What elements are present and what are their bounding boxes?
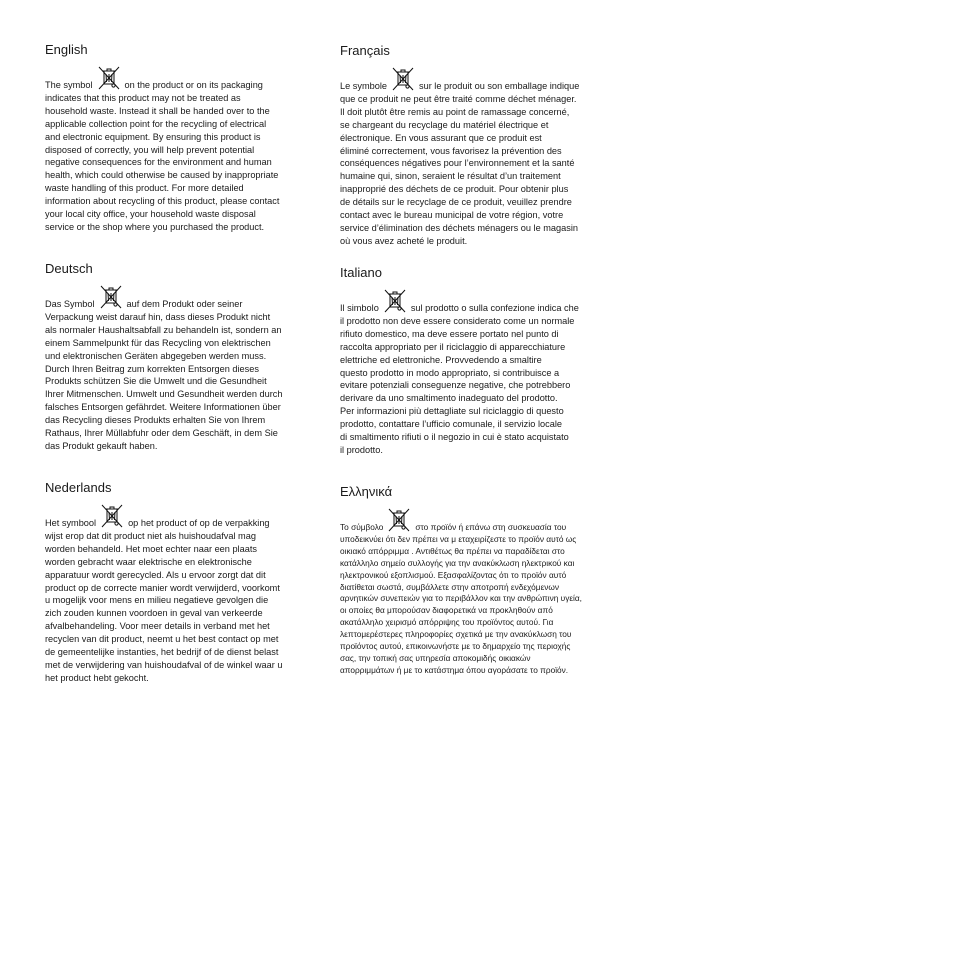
section-heading: Deutsch <box>45 261 93 276</box>
paragraph-text: il prodotto non deve essere considerato come un normale rifiuto domestico, ma deve essere portato nel punto di raccolta appropriato per il riciclaggio di apparecchiature elettriche ed elettroniche. Provvedendo a smaltire questo prodotto in modo appropriato, si contribuisce a evitare potenziali conseguenze negative, che potrebbero derivare da uno smaltimento inadeguato del prodotto. Per informazioni più dettagliate sul riciclaggio di questo prodotto, contattare l’ufficio comunale, il servizio locale di smaltimento rifiuti o il negozio in cui è stato acquistato il prodotto. <box>340 315 575 455</box>
section-english <box>45 42 315 234</box>
crossed-out-wheelie-bin-icon <box>99 284 123 310</box>
symbol-context: on the product or on its packaging <box>124 80 263 90</box>
section-body <box>45 516 315 685</box>
section-body <box>45 297 315 453</box>
paragraph-text: Verpackung weist darauf hin, dass dieses Produkt nicht als normaler Haushaltsabfall zu behandeln ist, sondern an einem Sammelpunkt für das Recycling von elektrischen und elektronischen Geräten abgegeben werden muss. Durch Ihren Beitrag zum korrekten Entsorgen dieses Produkts schützen Sie die Umwelt und die Gesundheit Ihrer Mitmenschen. Umwelt und Gesundheit werden durch falsches Entsorgen gefährdet. Weitere Informationen über das Recycling dieses Produkts erhalten Sie von Ihrem Rathaus, Ihrer Müllabfuhr oder dem Geschäft, in dem Sie das Produkt gekauft haben. <box>45 311 283 451</box>
symbol-intro: Het symbool <box>45 518 97 528</box>
section-italiano <box>340 265 610 457</box>
paragraph-text: que ce produit ne peut être traité comme déchet ménager. Il doit plutôt être remis au point de ramassage concerné, se chargeant du recyclage du matériel électrique et électronique. En vous assurant que ce produit est éliminé correctement, vous favorisez la prévention des conséquences négatives pour l’environnement et la santé humaine qui, sinon, seraient le résultat d’un traitement inapproprié des déchets de ce produit. Pour obtenir plus de détails sur le recyclage de ce produit, veuillez prendre contact avec le bureau municipal de votre région, votre service d’élimination des déchets ménagers ou le magasin où vous avez acheté le produit. <box>340 93 578 246</box>
section-body <box>340 301 610 457</box>
section-heading: Italiano <box>340 265 382 280</box>
crossed-out-wheelie-bin-icon <box>383 288 407 314</box>
symbol-context: auf dem Produkt oder seiner <box>126 299 243 309</box>
symbol-context: sul prodotto o sulla confezione indica che <box>410 303 579 313</box>
crossed-out-wheelie-bin-icon <box>100 503 124 529</box>
section-nederlands <box>45 480 315 685</box>
section-body <box>340 79 610 248</box>
section-heading: English <box>45 42 88 57</box>
section-heading: Ελληνικά <box>340 484 393 499</box>
paragraph-text: wijst erop dat dit product niet als huishoudafval mag worden behandeld. Het moet echter naar een plaats worden gebracht waar elektrische en elektronische apparatuur wordt gerecycled. Als u ervoor zorgt dat dit product op de correcte manier wordt verwijderd, voorkomt u mogelijk voor mens en milieu negatieve gevolgen die zich zouden kunnen voordoen in geval van verkeerde afvalbehandeling. Voor meer details in verband met het recyclen van dit product, neemt u het best contact op met de gemeentelijke instanties, het bedrijf of de dienst belast met de verwijdering van huishoudafval of de winkel waar u het product hebt gekocht. <box>45 530 283 683</box>
section-body <box>45 78 315 234</box>
symbol-intro: Il simbolo <box>340 303 379 313</box>
symbol-intro: Le symbole <box>340 81 387 91</box>
section-deutsch <box>45 261 315 453</box>
section-heading: Nederlands <box>45 480 112 495</box>
section-heading: Français <box>340 43 390 58</box>
crossed-out-wheelie-bin-icon <box>97 65 121 91</box>
paragraph-text: indicates that this product may not be treated as household waste. Instead it shall be handed over to the applicable collection point for the recycling of electrical and electronic equipment. By ensuring this product is disposed of correctly, you will help prevent potential negative consequences for the environment and human health, which could otherwise be caused by inappropriate waste handling of this product. For more detailed information about recycling of this product, please contact your local city office, your household waste disposal service or the shop where you purchased the product. <box>45 92 280 232</box>
crossed-out-wheelie-bin-icon <box>391 66 415 92</box>
section-francais <box>340 43 610 248</box>
section-body <box>340 520 620 677</box>
paragraph-text: υποδεικνύει ότι δεν πρέπει να μ εταχειρίζεστε το προϊόν αυτό ως οικιακό απόρριμμα . Αντιθέτως θα πρέπει να παραδίδεται στο κατάλληλο σημείο συλλογής για την ανακύκλωση ηλεκτρικού και ηλεκτρονικού εξοπλισμού. Εξασφαλίζοντας ότι το προϊόν αυτό διατίθεται σωστά, συμβάλλετε στην αποτροπή ενδεχόμενων αρνητικών συνεπειών για το περιβάλλον και την ανθρώπινη υγεία, οι οποίες θα μπορούσαν διαφορετικά να προκληθούν από ακατάλληλο χειρισμό απόρριψης του προϊόντος αυτού. Για λεπτομερέστερες πληροφορίες σχετικά με την ανακύκλωση του προϊόντος αυτού, επικοινωνήστε με το δημαρχείο της περιοχής σας, την τοπική σας υπηρεσία αποκομιδής οικιακών απορριμμάτων ή με το κατάστημα όπου αγοράσατε το προϊόν. <box>340 533 582 675</box>
symbol-intro: The symbol <box>45 80 93 90</box>
symbol-context: sur le produit ou son emballage indique <box>418 81 580 91</box>
symbol-intro: Το σύμβολο <box>340 522 384 532</box>
crossed-out-wheelie-bin-icon <box>387 507 411 533</box>
section-ellinika <box>340 484 620 677</box>
symbol-intro: Das Symbol <box>45 299 95 309</box>
symbol-context: στο προϊόν ή επάνω στη συσκευασία του <box>415 522 567 532</box>
symbol-context: op het product of op de verpakking <box>128 518 270 528</box>
